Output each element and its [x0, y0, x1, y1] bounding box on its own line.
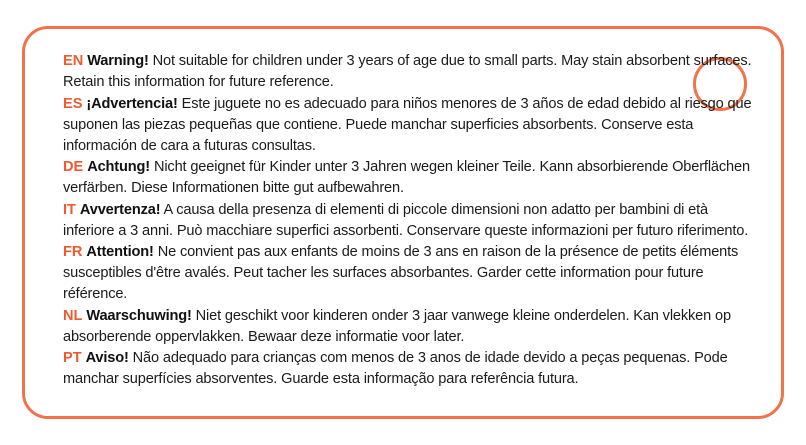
language-code-it: IT — [63, 201, 76, 218]
warning-paragraph-fr — [63, 242, 753, 305]
language-code-pt: PT — [63, 350, 82, 366]
warning-body-fr: Ne convient pas aux enfants de moins de 3 ans en raison de la présence de petits éléments susceptibles d'être avalés. Peut tacher les surfaces absorbantes. Garder cette information pour future référence. — [63, 244, 739, 302]
warning-paragraph-en — [63, 51, 753, 93]
warning-paragraph-it — [63, 200, 753, 242]
warning-paragraph-de — [63, 157, 753, 199]
warning-body-it: A causa della presenza di elementi di piccole dimensioni non adatto per bambini di età inferiore a 3 anni. Può macchiare superfici assorbenti. Conservare queste informazioni per futuro riferimento. — [63, 201, 749, 239]
warning-headword-it: Avvertenza! — [79, 201, 161, 218]
language-code-nl: NL — [63, 307, 83, 324]
warning-text-block — [63, 51, 753, 391]
warning-paragraph-nl — [63, 306, 753, 348]
warning-body-nl: Niet geschikt voor kinderen onder 3 jaar vanwege kleine onderdelen. Kan vlekken op absorberende oppervlakken. Bewaar deze informatie voor later. — [63, 307, 731, 345]
warning-body-es: Este juguete no es adecuado para niños menores de 3 años de edad debido al riesgo que suponen las piezas pequeñas que contiene. Puede manchar superficies absorbents. Conserve esta información de cara a futuras consultas. — [63, 95, 752, 154]
language-code-de: DE — [63, 159, 84, 175]
warning-label-card — [22, 26, 784, 419]
warning-headword-nl: Waarschuwing! — [86, 307, 192, 324]
warning-body-de: Nicht geeignet für Kinder unter 3 Jahren wegen kleiner Teile. Kann absorbierende Oberflächen verfärben. Diese Informationen bitte gut aufbewahren. — [63, 159, 750, 196]
warning-headword-en: Warning! — [87, 53, 149, 69]
warning-paragraph-es — [63, 94, 753, 157]
warning-headword-fr: Attention! — [86, 244, 154, 260]
warning-body-pt: Não adequado para crianças com menos de 3 anos de idade devido a peças pequenas. Pode manchar superfícies absorventes. Guarde esta informação para referência futura. — [63, 350, 728, 387]
warning-headword-pt: Aviso! — [85, 350, 129, 366]
warning-headword-es: ¡Advertencia! — [86, 95, 178, 112]
language-code-es: ES — [63, 95, 83, 112]
warning-body-en: Not suitable for children under 3 years of age due to small parts. May stain absorbent surfaces. Retain this information for future reference. — [63, 53, 752, 90]
language-code-fr: FR — [63, 244, 83, 260]
language-code-en: EN — [63, 53, 84, 69]
warning-headword-de: Achtung! — [87, 159, 151, 175]
warning-paragraph-pt — [63, 348, 753, 390]
